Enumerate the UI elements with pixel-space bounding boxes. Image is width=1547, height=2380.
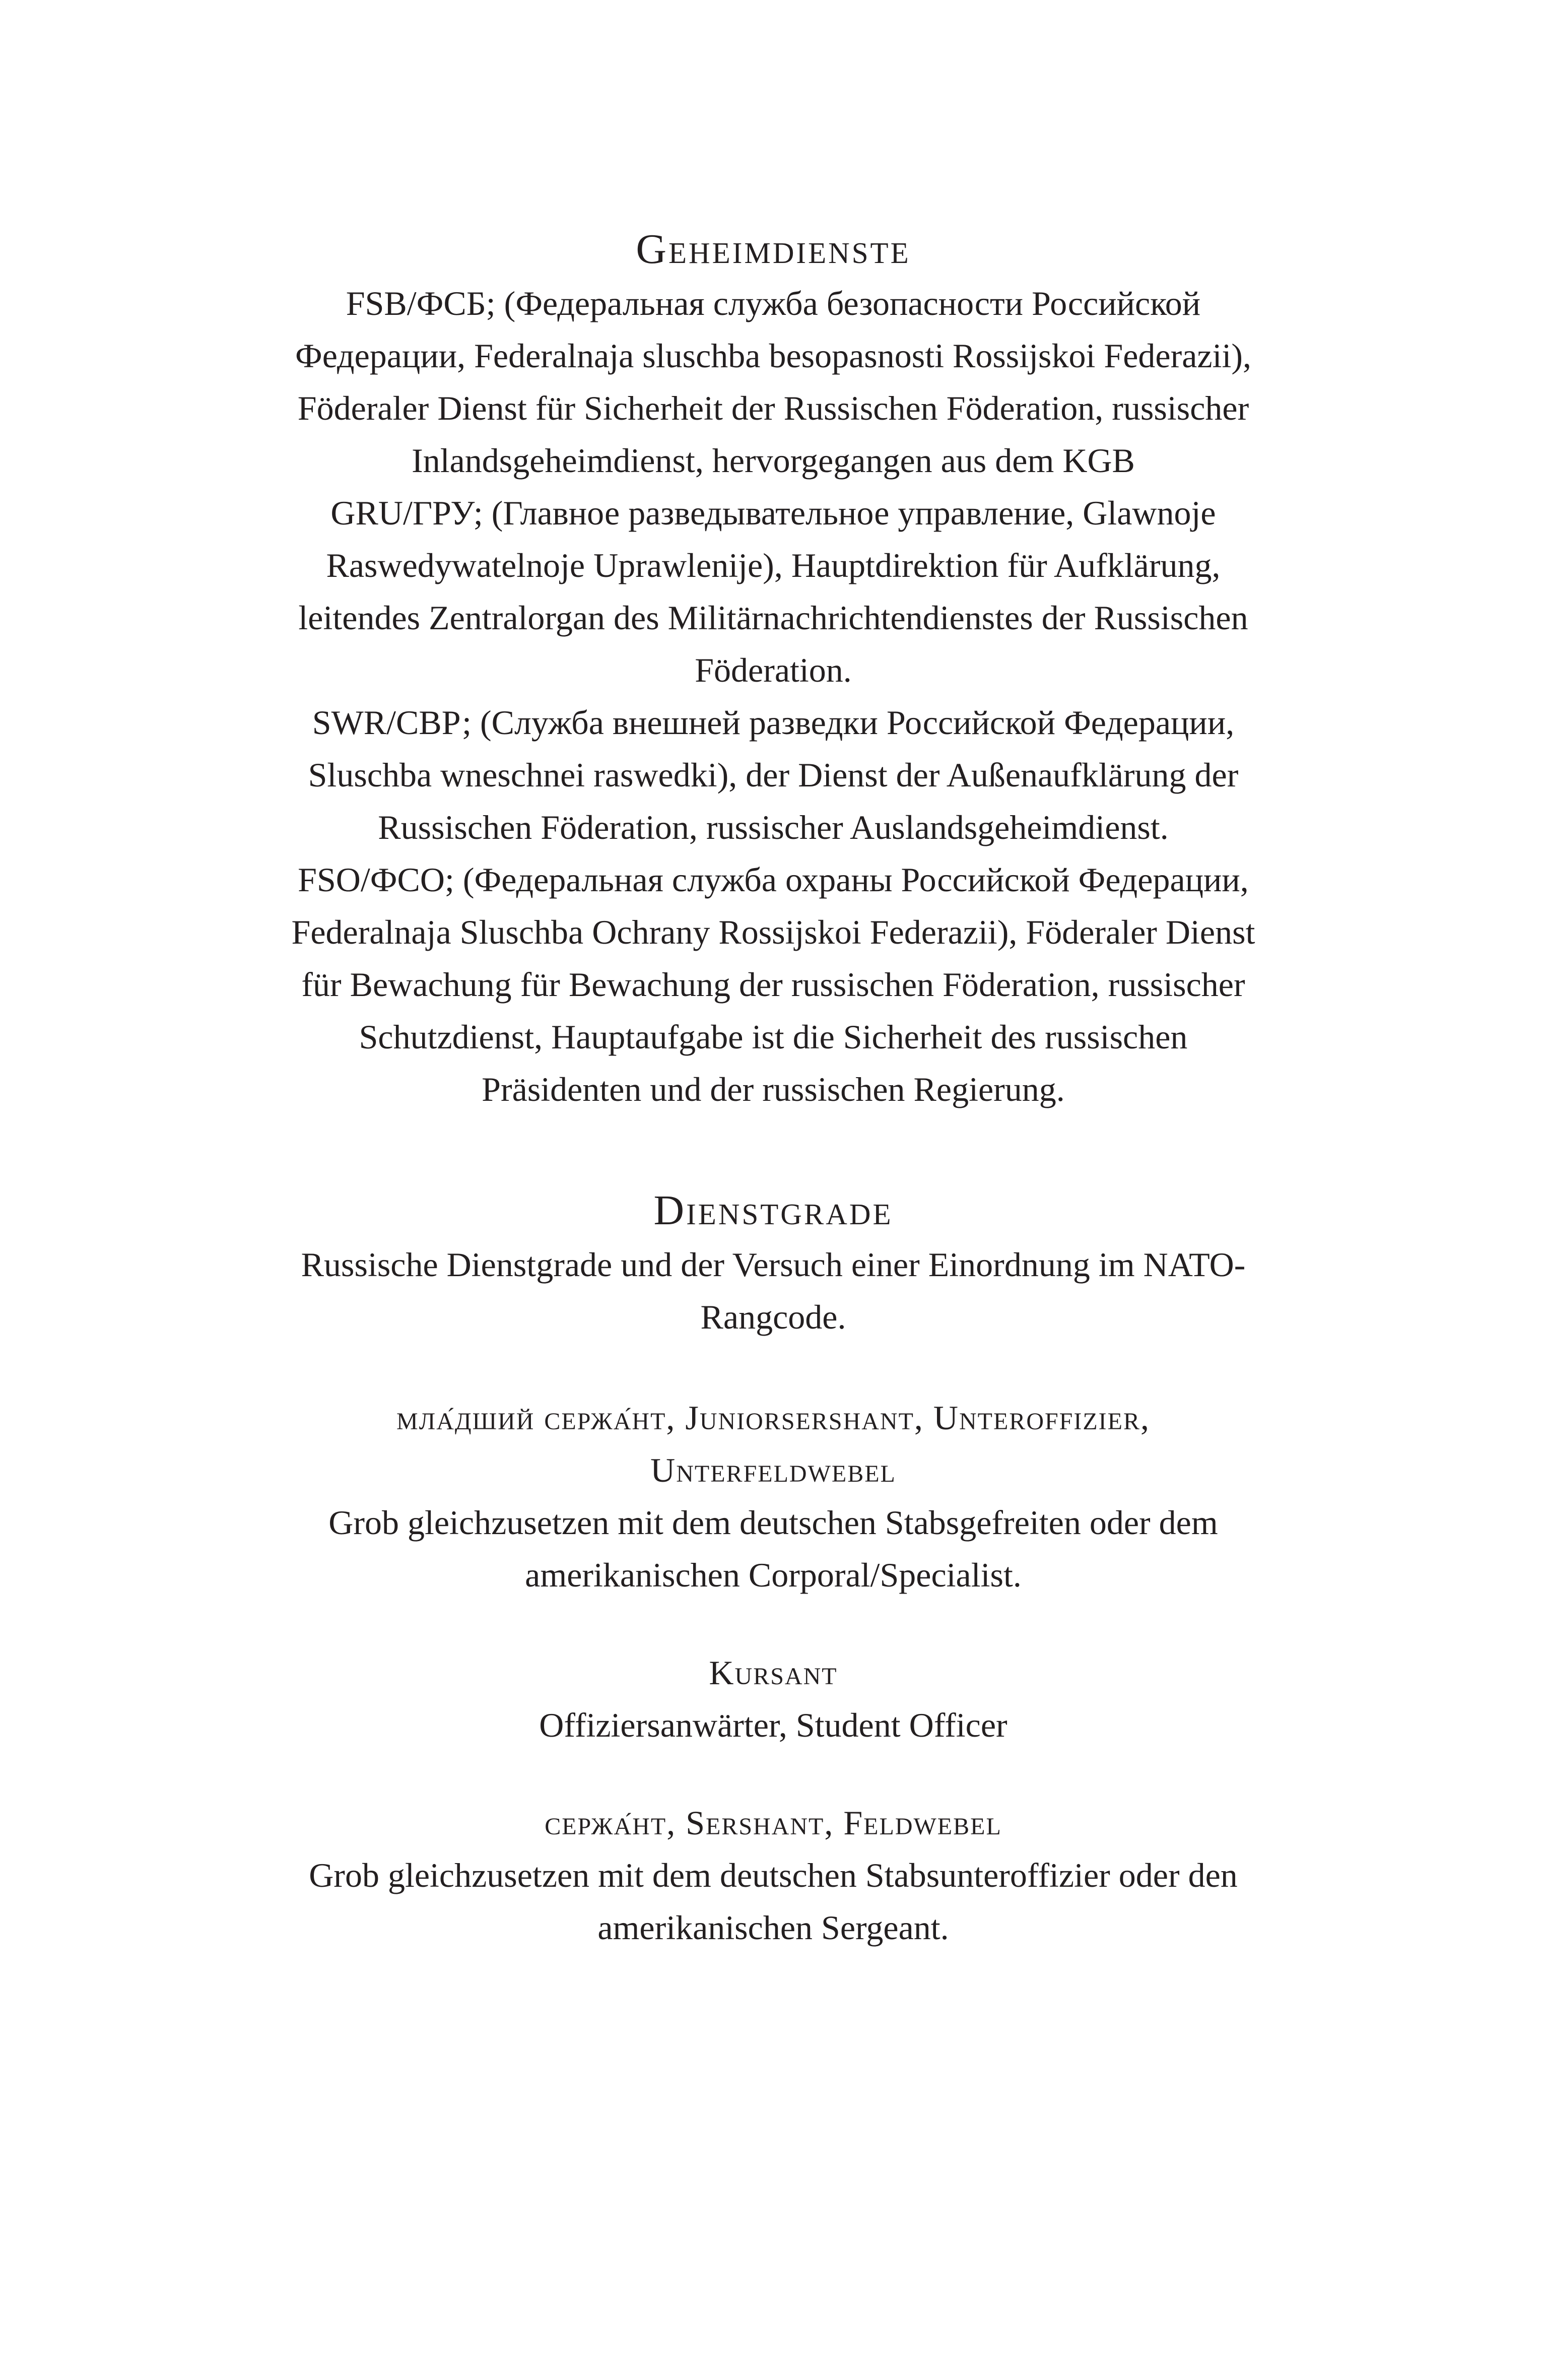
- rank-spacer: [282, 1343, 1264, 1392]
- intelligence-entry-swr: SWR/СВР; (Служба внешней разведки Российской Федерации, Sluschba wneschnei raswedki), der Dienst der Außenaufklärung der Russischen Föderation, russischer Auslandsgeheimdienst.: [308, 703, 1239, 846]
- section-heading-ranks: Dienstgrade: [653, 1187, 893, 1234]
- section-spacer: [282, 1115, 1264, 1183]
- book-page: [282, 222, 1264, 1954]
- intelligence-entry-fsb: FSB/ФСБ; (Федеральная служба безопасности Российской Федерации, Federalnaja sluschba besopasnosti Rossijskoi Federazii), Föderaler Dienst für Sicherheit der Russischen Föderation, russischer Inlandsgeheimdienst, hervorgegangen aus dem KGB: [295, 284, 1252, 480]
- rank-title-sergeant: сержа́нт, Sershant, Feldwebel: [545, 1804, 1002, 1842]
- rank-description-junior-sergeant: Grob gleichzusetzen mit dem deutschen Stabsgefreiten oder dem amerikanischen Corporal/Specialist.: [328, 1503, 1218, 1594]
- section-heading-intelligence: Geheimdienste: [636, 226, 911, 273]
- rank-description-kursant: Offiziersanwärter, Student Officer: [539, 1706, 1007, 1744]
- rank-title-junior-sergeant: мла́дший сержа́нт, Juniorsershant, Unteroffizier, Unterfeldwebel: [396, 1399, 1150, 1489]
- rank-spacer: [282, 1601, 1264, 1646]
- rank-description-sergeant: Grob gleichzusetzen mit dem deutschen Stabsunteroffizier oder den amerikanischen Sergeant.: [309, 1856, 1238, 1947]
- rank-title-kursant: Kursant: [709, 1654, 838, 1692]
- rank-spacer: [282, 1751, 1264, 1797]
- intelligence-entry-fso: FSO/ФСО; (Федеральная служба охраны Российской Федерации, Federalnaja Sluschba Ochrany Rossijskoi Federazii), Föderaler Dienst für Bewachung für Bewachung der russischen Föderation, russischer Schutzdienst, Hauptaufgabe ist die Sicherheit des russischen Präsidenten und der russischen Regierung.: [291, 861, 1255, 1108]
- ranks-intro: Russische Dienstgrade und der Versuch einer Einordnung im NATO-Rangcode.: [301, 1245, 1246, 1336]
- intelligence-entry-gru: GRU/ГРУ; (Главное разведывательное управление, Glawnoje Raswedywatelnoje Uprawlenije), Hauptdirektion für Aufklärung, leitendes Zentralorgan des Militärnachrichtendienstes der Russischen Föderation.: [298, 494, 1248, 689]
